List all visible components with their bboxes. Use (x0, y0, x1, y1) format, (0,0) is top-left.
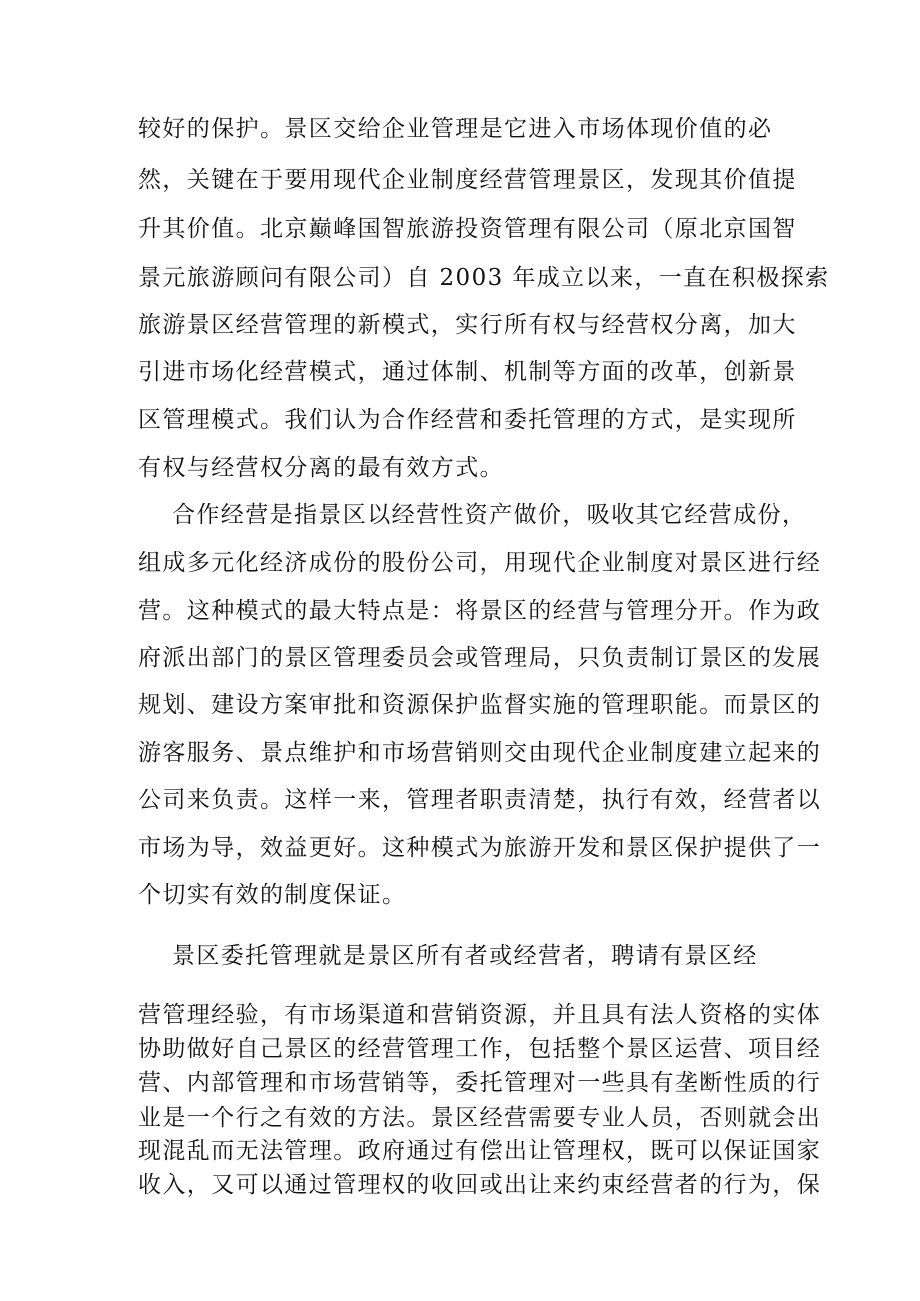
body-text-line: 较好的保护。景区交给企业管理是它进入市场体现价值的必 (138, 116, 773, 142)
body-text-line: 景元旅游顾问有限公司）自 2003 年成立以来，一直在积极探索 (138, 265, 830, 291)
paragraph-first-line: 景区委托管理就是景区所有者或经营者，聘请有景区经 (172, 943, 758, 969)
body-text-line: 区管理模式。我们认为合作经营和委托管理的方式，是实现所 (138, 407, 797, 433)
body-text-line: 市场为导，效益更好。这种模式为旅游开发和景区保护提供了一 (138, 835, 822, 861)
body-text-line: 公司来负责。这样一来，管理者职责清楚，执行有效，经营者以 (138, 787, 822, 813)
body-text-line: 营管理经验，有市场渠道和营销资源，并且具有法人资格的实体 (138, 1002, 822, 1028)
body-text-line: 引进市场化经营模式，通过体制、机制等方面的改革，创新景 (138, 359, 797, 385)
body-text-line: 协助做好自己景区的经营管理工作，包括整个景区运营、项目经 (138, 1036, 822, 1062)
body-text-line: 升其价值。北京巅峰国智旅游投资管理有限公司（原北京国智 (138, 216, 797, 242)
body-text-line: 营、内部管理和市场营销等，委托管理对一些具有垄断性质的行 (138, 1070, 822, 1096)
body-text-line: 然，关键在于要用现代企业制度经营管理景区，发现其价值提 (138, 167, 797, 193)
paragraph-first-line: 合作经营是指景区以经营性资产做价，吸收其它经营成份， (172, 502, 807, 528)
body-text-line: 游客服务、景点维护和市场营销则交由现代企业制度建立起来的 (138, 740, 822, 766)
body-text-line: 府派出部门的景区管理委员会或管理局，只负责制订景区的发展 (138, 645, 822, 671)
body-text-line: 个切实有效的制度保证。 (138, 882, 407, 908)
body-text-line: 旅游景区经营管理的新模式，实行所有权与经营权分离，加大 (138, 312, 797, 338)
body-text-line: 营。这种模式的最大特点是：将景区的经营与管理分开。作为政 (138, 598, 822, 624)
body-text-line: 有权与经营权分离的最有效方式。 (138, 455, 504, 481)
body-text-line: 业是一个行之有效的方法。景区经营需要专业人员，否则就会出 (138, 1105, 822, 1131)
body-text-line: 收入，又可以通过管理权的收回或出让来约束经营者的行为，保 (138, 1172, 822, 1198)
body-text-line: 规划、建设方案审批和资源保护监督实施的管理职能。而景区的 (138, 692, 822, 718)
body-text-line: 现混乱而无法管理。政府通过有偿出让管理权，既可以保证国家 (138, 1138, 822, 1164)
body-text-line: 组成多元化经济成份的股份公司，用现代企业制度对景区进行经 (138, 550, 822, 576)
